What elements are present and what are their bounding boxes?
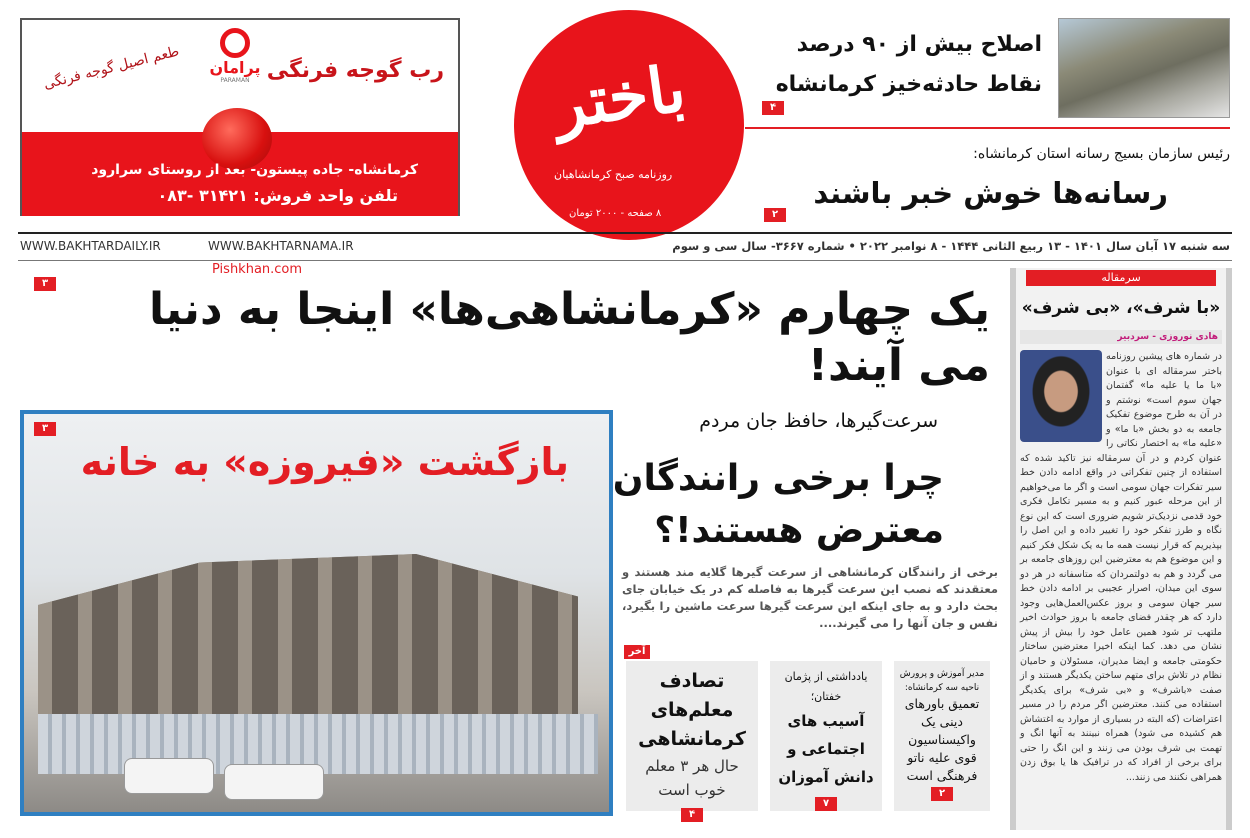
- website-1[interactable]: WWW.BAKHTARDAILY.IR: [20, 239, 161, 253]
- ad-phone: تلفن واحد فروش: ۳۱۴۲۱ -۰۸۳: [157, 186, 398, 205]
- box-headline: آسیب های اجتماعی و دانش آموزان: [778, 712, 874, 786]
- news-box-education[interactable]: [894, 661, 990, 811]
- teaser-kicker: رئیس سازمان بسیج رسانه استان کرمانشاه:: [973, 146, 1230, 162]
- editorial-title: «با شرف»، «بی شرف»: [1021, 298, 1221, 318]
- website-2[interactable]: WWW.BAKHTARNAMA.IR: [208, 239, 354, 253]
- logo-subtitle: روزنامه صبح کرمانشاهیان: [554, 168, 673, 181]
- road-photo: [1058, 18, 1230, 118]
- ad-product: رب گوجه فرنگی: [266, 58, 444, 83]
- page-badge: ۷: [815, 797, 837, 811]
- lead-headline[interactable]: یک چهارم «کرمانشاهی‌ها» اینجا به دنیا می آیند!: [148, 284, 990, 391]
- page-badge: ۴: [681, 808, 703, 822]
- box-kicker: یادداشتی از پژمان خفتان؛: [784, 670, 868, 703]
- tomato-icon: [202, 108, 272, 170]
- dateline: سه شنبه ۱۷ آبان سال ۱۴۰۱ - ۱۳ ربیع الثانی ۱۴۴۴ - ۸ نوامبر ۲۰۲۲ • شماره ۳۶۶۷- سال سی و سوم: [672, 239, 1230, 253]
- teaser-headline-line2[interactable]: نقاط حادثه‌خیز کرمانشاه: [775, 72, 1042, 97]
- photo-story[interactable]: [20, 410, 613, 816]
- editorial-author: هادی نوروزی - سردبیر: [1020, 330, 1222, 344]
- news-box-teachers[interactable]: [626, 661, 758, 820]
- box-headline: تصادف معلم‌های کرمانشاهی: [638, 670, 746, 750]
- page-badge: ۴: [762, 101, 784, 115]
- ad-slogan: طعم اصیل گوجه فرنگی: [42, 43, 181, 93]
- tomato-logo-icon: [220, 28, 250, 58]
- ad-address: کرمانشاه- جاده پیستون- بعد از روستای سرارود: [91, 162, 418, 178]
- page-badge: ۳: [34, 422, 56, 436]
- teaser-headline-line1[interactable]: اصلاح بیش از ۹۰ درصد: [796, 32, 1042, 57]
- box-kicker: مدیر آموزش و پرورش ناحیه سه کرمانشاه:: [899, 669, 985, 693]
- speed-headline-line2[interactable]: معترض هستند!؟: [654, 510, 944, 551]
- editorial-column[interactable]: [1010, 268, 1232, 830]
- logo-text: باختر: [549, 51, 691, 144]
- masthead-logo[interactable]: [514, 10, 744, 240]
- page-badge: ۳: [34, 277, 56, 291]
- speed-body: برخی از رانندگان کرمانشاهی از سرعت گیرها گلایه مند هستند و معتقدند که نصب این سرعت گیرها به فاصله کم در یک خیابان جای بحث دارد و به جای اینکه این سرعت گیرها سرعت ماشین را بگیرد، نفس و جان آنها را می گیرند....: [622, 565, 998, 630]
- box-sub: حال هر ۳ معلم خوب است: [645, 757, 739, 799]
- ad-brand-latin: PARAMAN: [220, 77, 250, 84]
- editorial-body: در شماره های پیشین روزنامه باختر سرمقاله ای با عنوان «با ما یا علیه ما» گفتمان جهان سوم است» نوشتم و در آن به طرح موضوع تفکیک جامعه به دو بخش «با ما» و «علیه ما» به اختصار نکاتی را عنوان کردم و در آن سرمقاله نیز تاکید شده که استفاده از چنین تفکراتی در واقع ادامه دادن خط سیر تفکرات جهان سومی است و اگر ما می‌خواهیم از این مرحله عبور کنیم و به مسیر تکامل فکری خود قدمی نزدیک‌تر شویم ضروری است که این نوع نگاه و طرز تفکر خود را تغییر داده و این اصل را بپذیریم که قرار نیست همه ما به یک شکل فکر کنیم و این موضوع هم به معترضین این روزهای جامعه بر می گردد و هم به دولتمردان که متاسفانه در هر دو سوی این میدان، اصرار عجیبی بر ادامه دادن خط سیر جهان سومی و بروز عکس‌العمل‌هایی وجود دارد که هر چقدر فضای جامعه با بروز حوادث اخیر ملتهب تر شود همین عامل خود را بیش از پیش نشان می دهد. کما اینکه اخیرا معترضین ساختار حکومتی جامعه و ایضا مدیران، مسئولان و حامیان نظام در تلاش برای متهم ساختن یکدیگر هستند و از صفت «باشرف» و «بی شرف» برای یکدیگر استفاده می کنند. معترضین اگر مردم را در مسیر اعتراضات (که البته در بسیاری از موارد به اغتشاش هم کشیده می شود) همراه نبینند به آنها انگ و تهمت بی شرف بودن می زنند و این انگ را حتی برای برخی از افراد که در ترافیک ها یا بوق زدن همراهی نکنند می زنند...: [1020, 351, 1222, 783]
- editorial-label: سرمقاله: [1026, 270, 1216, 286]
- price: ۸ صفحه - ۲۰۰۰ تومان: [569, 208, 662, 219]
- end-badge: آخر: [624, 645, 650, 659]
- speed-headline-line1[interactable]: چرا برخی رانندگان: [612, 458, 944, 499]
- news-box-social[interactable]: [770, 661, 882, 811]
- speed-kicker: سرعت‌گیرها، حافظ جان مردم: [699, 410, 938, 432]
- watermark: Pishkhan.com: [212, 262, 303, 277]
- ad-brand: پرامان: [209, 58, 261, 77]
- car-image: [124, 758, 214, 794]
- photo-headline: بازگشت «فیروزه» به خانه: [80, 440, 569, 484]
- teaser-headline2[interactable]: رسانه‌ها خوش خبر باشند: [813, 176, 1168, 210]
- page-badge: ۲: [931, 787, 953, 801]
- author-photo: [1020, 350, 1102, 442]
- advertisement[interactable]: [20, 18, 460, 216]
- red-divider: [745, 127, 1230, 129]
- rule: [18, 232, 1232, 234]
- car-image: [224, 764, 324, 800]
- rule: [18, 260, 1232, 261]
- box-headline: تعمیق باورهای دینی یک واکیسناسیون قوی علیه ناتو فرهنگی است: [904, 696, 980, 783]
- page-badge: ۲: [764, 208, 786, 222]
- building-image: [38, 554, 578, 724]
- ad-brand-logo: [200, 28, 270, 84]
